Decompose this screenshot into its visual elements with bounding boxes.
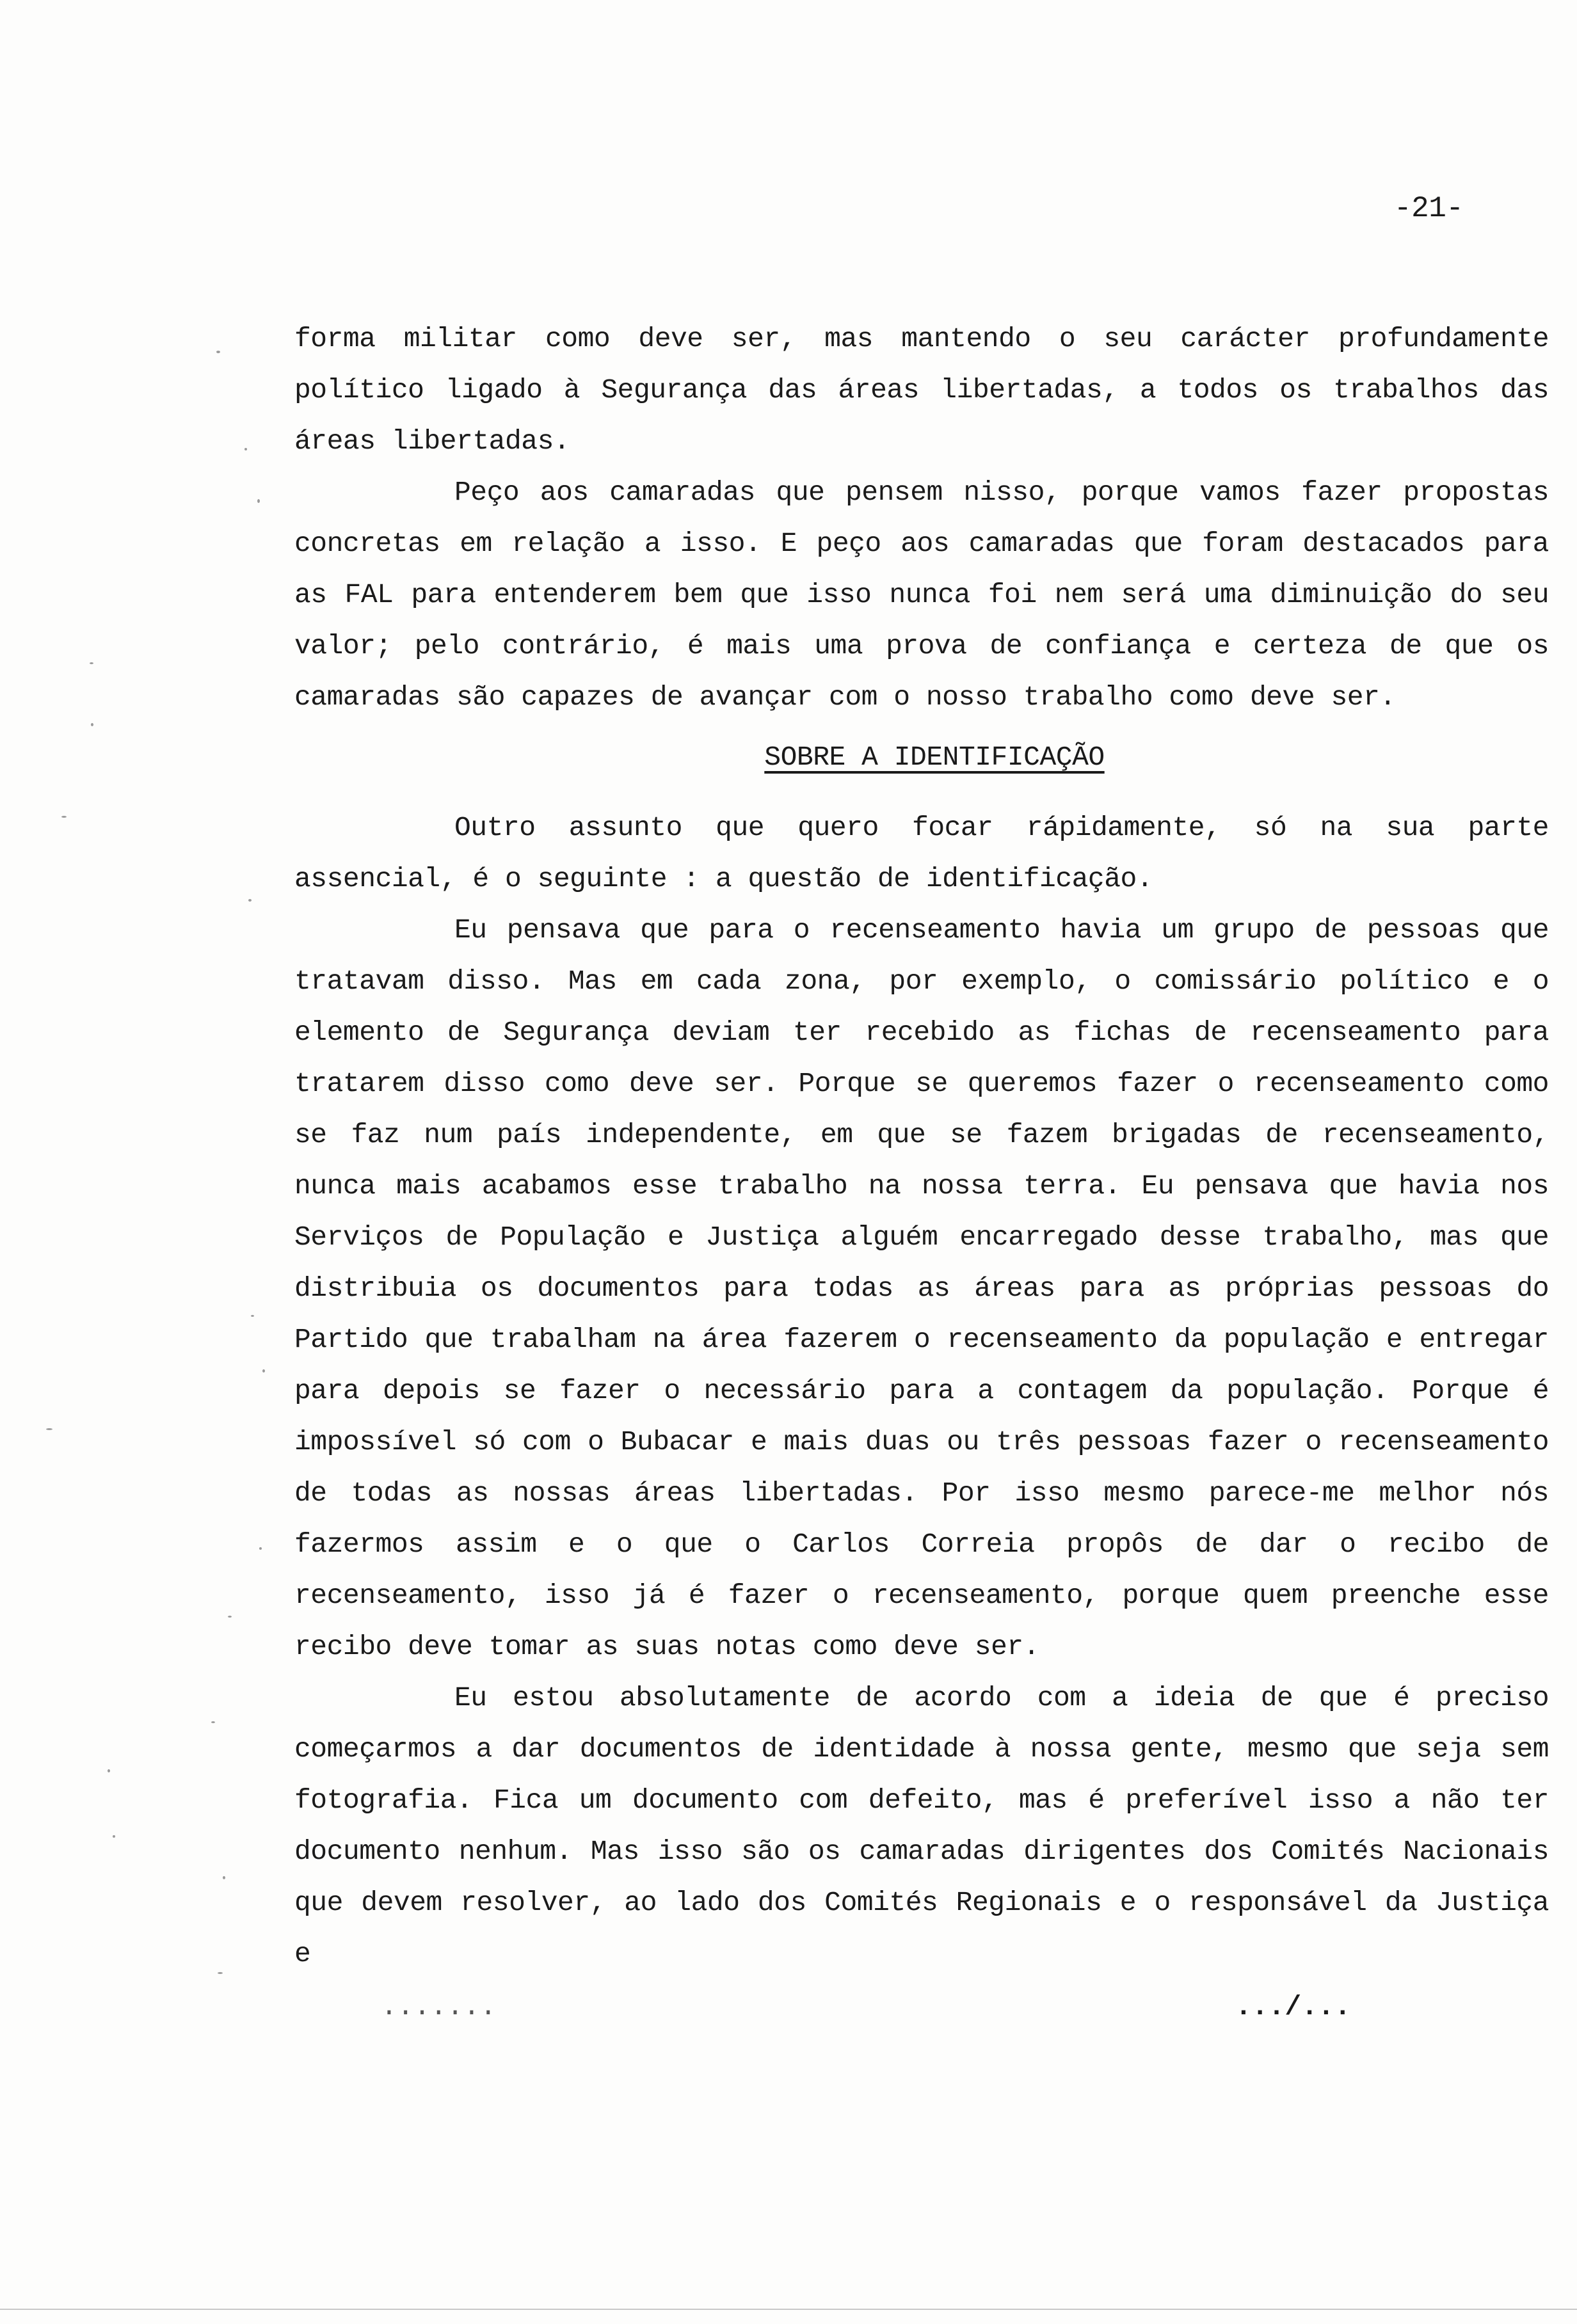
scan-speck bbox=[218, 1972, 223, 1974]
scan-speck bbox=[216, 351, 220, 353]
page-number: -21- bbox=[1394, 192, 1464, 225]
paragraph-2: Peço aos camaradas que pensem nisso, porque vamos fazer propostas concretas em relação a isso. E peço aos camaradas que foram destacados para as FAL para entenderem bem que isso nunca foi nem será uma diminuição do seu valor; pelo contrário, é mais uma prova de confiança e certeza de que os camaradas são capazes de avançar com o nosso trabalho como deve ser. bbox=[294, 477, 1549, 713]
scan-speck bbox=[108, 1769, 110, 1772]
scan-speck bbox=[113, 1835, 115, 1838]
scan-speck bbox=[244, 448, 247, 450]
body-text bbox=[294, 314, 1549, 1980]
scan-speck bbox=[259, 1547, 262, 1550]
paragraph-4: Eu pensava que para o recenseamento havia um grupo de pessoas que tratavam disso. Mas em cada zona, por exemplo, o comissário político e o elemento de Segurança deviam ter recebido as fichas de recenseamento para tratarem disso como deve ser. Porque se queremos fazer o recenseamento como se faz num país independente, em que se fazem brigadas de recenseamento, nunca mais acabamos esse trabalho na nossa terra. Eu pensava que havia nos Serviços de População e Justiça alguém encarregado desse trabalho, mas que distribuia os documentos para todas as áreas para as próprias pessoas do Partido que trabalham na área fazerem o recenseamento da população e entregar para depois se fazer o necessário para a contagem da população. Porque é impossível só com o Bubacar e mais duas ou três pessoas fazer o recenseamento de todas as nossas áreas libertadas. Por isso mesmo parece-me melhor nós fazermos assim e o que o Carlos Correia propôs de dar o recibo de recenseamento, isso já é fazer o recenseamento, porque quem preenche esse recibo deve tomar as suas notas como deve ser. bbox=[294, 914, 1549, 1662]
paragraph-3: Outro assunto que quero focar rápidamente, só na sua parte assencial, é o seguinte : a questão de identificação. bbox=[294, 812, 1549, 895]
scan-speck bbox=[223, 1876, 225, 1879]
scan-bottom-edge bbox=[0, 2309, 1577, 2310]
section-heading: SOBRE A IDENTIFICAÇÃO bbox=[764, 742, 1105, 773]
continuation-marker-left: ....... bbox=[381, 1991, 497, 2023]
scan-speck bbox=[90, 662, 93, 664]
scan-speck bbox=[228, 1616, 232, 1618]
scan-speck bbox=[257, 499, 260, 503]
scan-speck bbox=[91, 723, 93, 726]
scan-speck bbox=[251, 1315, 254, 1317]
continuation-marker-right: .../... bbox=[1235, 1991, 1351, 2023]
scan-speck bbox=[46, 1428, 52, 1430]
scan-speck bbox=[248, 899, 252, 902]
paragraph-5: Eu estou absolutamente de acordo com a ideia de que é preciso começarmos a dar documentos de identidade à nossa gente, mesmo que seja sem fotografia. Fica um documento com defeito, mas é preferível isso a não ter documento nenhum. Mas isso são os camaradas dirigentes dos Comités Nacionais que devem resolver, ao lado dos Comités Regionais e o responsável da Justiça e bbox=[294, 1682, 1549, 1970]
scan-speck bbox=[262, 1369, 265, 1373]
paragraph-1: forma militar como deve ser, mas mantendo o seu carácter profundamente político ligado à Segurança das áreas libertadas, a todos os trabalhos das áreas libertadas. bbox=[294, 323, 1549, 457]
scan-speck bbox=[211, 1721, 215, 1723]
scan-speck bbox=[61, 816, 67, 818]
